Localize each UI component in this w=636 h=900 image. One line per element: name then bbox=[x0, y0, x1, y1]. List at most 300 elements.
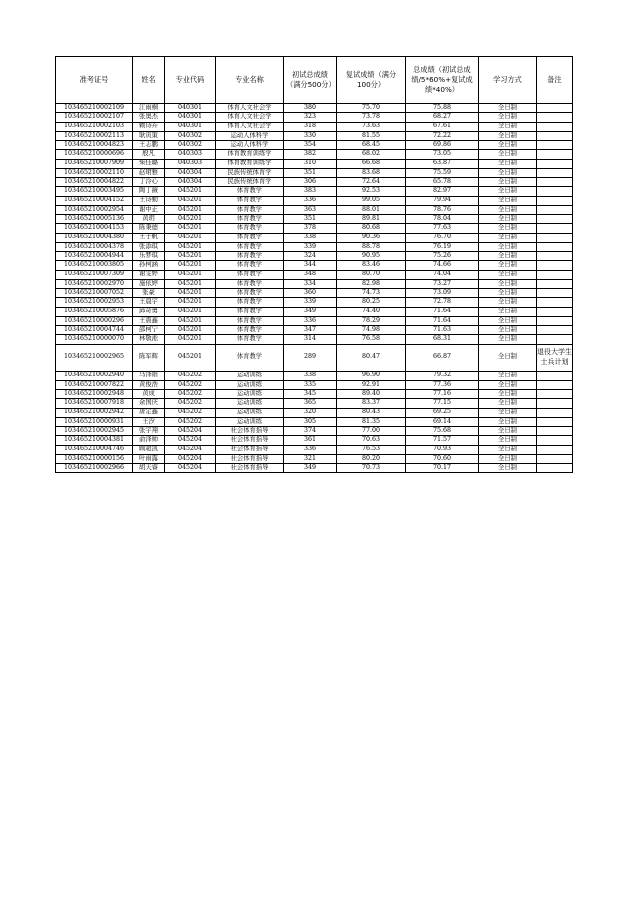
cell-total-score: 63.87 bbox=[406, 159, 479, 168]
cell-name: 叶雨露 bbox=[133, 454, 165, 463]
cell-major-name: 体育教学 bbox=[216, 298, 284, 307]
cell-major-code: 045201 bbox=[165, 344, 216, 371]
cell-note bbox=[537, 399, 573, 408]
table-row bbox=[56, 427, 573, 436]
cell-exam-id: 103465210007822 bbox=[56, 380, 133, 389]
cell-note bbox=[537, 252, 573, 261]
table-row bbox=[56, 326, 573, 335]
cell-total-score: 77.16 bbox=[406, 390, 479, 399]
table-row bbox=[56, 261, 573, 270]
cell-total-score: 78.76 bbox=[406, 205, 479, 214]
cell-major-name: 民族传统体育学 bbox=[216, 178, 284, 187]
cell-major-name: 体育教学 bbox=[216, 224, 284, 233]
cell-retest-score: 92.91 bbox=[337, 380, 406, 389]
cell-note bbox=[537, 316, 573, 325]
cell-major-code: 045201 bbox=[165, 307, 216, 316]
cell-study-mode: 全日制 bbox=[479, 196, 537, 205]
cell-study-mode: 全日制 bbox=[479, 252, 537, 261]
cell-exam-id: 103465210002965 bbox=[56, 344, 133, 371]
cell-major-name: 运动训练 bbox=[216, 408, 284, 417]
cell-note: 退役大学生士兵计划 bbox=[537, 344, 573, 371]
cell-study-mode: 全日制 bbox=[479, 445, 537, 454]
cell-study-mode: 全日制 bbox=[479, 131, 537, 140]
cell-retest-score: 74.73 bbox=[337, 289, 406, 298]
cell-prelim-score: 382 bbox=[284, 150, 337, 159]
cell-prelim-score: 336 bbox=[284, 196, 337, 205]
table-row bbox=[56, 344, 573, 371]
cell-exam-id: 103465210003495 bbox=[56, 187, 133, 196]
cell-prelim-score: 338 bbox=[284, 233, 337, 242]
table-row bbox=[56, 445, 573, 454]
cell-major-name: 运动人体科学 bbox=[216, 141, 284, 150]
cell-major-name: 运动训练 bbox=[216, 390, 284, 399]
cell-total-score: 65.78 bbox=[406, 178, 479, 187]
cell-note bbox=[537, 464, 573, 473]
cell-note bbox=[537, 335, 573, 344]
cell-major-code: 045201 bbox=[165, 335, 216, 344]
cell-name: 马泽锴 bbox=[133, 371, 165, 380]
table-row bbox=[56, 454, 573, 463]
cell-exam-id: 103465210005136 bbox=[56, 215, 133, 224]
header-total-score: 总成绩（初试总成绩/5*60%+复试成绩*40%） bbox=[406, 57, 479, 104]
cell-exam-id: 103465210004744 bbox=[56, 326, 133, 335]
cell-retest-score: 88.78 bbox=[337, 242, 406, 251]
cell-name: 谢雯婷 bbox=[133, 270, 165, 279]
cell-prelim-score: 321 bbox=[284, 454, 337, 463]
cell-exam-id: 103465210004823 bbox=[56, 141, 133, 150]
cell-name: 陈秉德 bbox=[133, 224, 165, 233]
cell-total-score: 77.15 bbox=[406, 399, 479, 408]
cell-prelim-score: 351 bbox=[284, 215, 337, 224]
cell-major-name: 体育教学 bbox=[216, 252, 284, 261]
cell-name: 陶丁薇 bbox=[133, 187, 165, 196]
cell-prelim-score: 361 bbox=[284, 436, 337, 445]
cell-study-mode: 全日制 bbox=[479, 168, 537, 177]
cell-major-code: 045202 bbox=[165, 390, 216, 399]
cell-note bbox=[537, 141, 573, 150]
cell-major-code: 040303 bbox=[165, 150, 216, 159]
table-row bbox=[56, 279, 573, 288]
cell-study-mode: 全日制 bbox=[479, 408, 537, 417]
cell-prelim-score: 339 bbox=[284, 298, 337, 307]
cell-study-mode: 全日制 bbox=[479, 326, 537, 335]
cell-major-name: 体育教学 bbox=[216, 261, 284, 270]
table-row bbox=[56, 178, 573, 187]
cell-major-code: 045201 bbox=[165, 224, 216, 233]
cell-major-name: 体育教学 bbox=[216, 316, 284, 325]
cell-prelim-score: 324 bbox=[284, 252, 337, 261]
table-row bbox=[56, 408, 573, 417]
cell-total-score: 71.63 bbox=[406, 326, 479, 335]
table-row bbox=[56, 215, 573, 224]
cell-note bbox=[537, 408, 573, 417]
cell-exam-id: 103465210004380 bbox=[56, 233, 133, 242]
cell-note bbox=[537, 233, 573, 242]
cell-major-name: 体育教学 bbox=[216, 215, 284, 224]
cell-retest-score: 75.70 bbox=[337, 104, 406, 113]
cell-study-mode: 全日制 bbox=[479, 316, 537, 325]
cell-exam-id: 103465210002970 bbox=[56, 279, 133, 288]
cell-major-name: 体育教学 bbox=[216, 205, 284, 214]
cell-name: 耿寅策 bbox=[133, 131, 165, 140]
cell-exam-id: 103465210004153 bbox=[56, 224, 133, 233]
cell-exam-id: 103465210000696 bbox=[56, 150, 133, 159]
cell-exam-id: 103465210004822 bbox=[56, 178, 133, 187]
cell-study-mode: 全日制 bbox=[479, 390, 537, 399]
header-note: 备注 bbox=[537, 57, 573, 104]
cell-retest-score: 83.68 bbox=[337, 168, 406, 177]
cell-name: 俞泽帅 bbox=[133, 436, 165, 445]
cell-major-name: 体育教学 bbox=[216, 344, 284, 371]
cell-total-score: 79.94 bbox=[406, 196, 479, 205]
cell-study-mode: 全日制 bbox=[479, 150, 537, 159]
cell-major-name: 体育教学 bbox=[216, 335, 284, 344]
cell-prelim-score: 378 bbox=[284, 224, 337, 233]
cell-name: 赖诗卉 bbox=[133, 122, 165, 131]
table-row bbox=[56, 224, 573, 233]
cell-note bbox=[537, 270, 573, 279]
table-row bbox=[56, 141, 573, 150]
cell-note bbox=[537, 150, 573, 159]
table-row bbox=[56, 417, 573, 426]
cell-major-code: 045202 bbox=[165, 408, 216, 417]
cell-study-mode: 全日制 bbox=[479, 242, 537, 251]
cell-study-mode: 全日制 bbox=[479, 104, 537, 113]
cell-study-mode: 全日制 bbox=[479, 298, 537, 307]
cell-name: 林敬淞 bbox=[133, 335, 165, 344]
table-row bbox=[56, 187, 573, 196]
table-row bbox=[56, 464, 573, 473]
cell-retest-score: 80.43 bbox=[337, 408, 406, 417]
cell-major-name: 体育教育训练学 bbox=[216, 150, 284, 159]
cell-exam-id: 103465210004746 bbox=[56, 445, 133, 454]
cell-note bbox=[537, 205, 573, 214]
score-table bbox=[55, 56, 573, 473]
cell-major-code: 045201 bbox=[165, 252, 216, 261]
cell-major-code: 045201 bbox=[165, 215, 216, 224]
cell-retest-score: 77.00 bbox=[337, 427, 406, 436]
cell-study-mode: 全日制 bbox=[479, 215, 537, 224]
cell-exam-id: 103465210002940 bbox=[56, 371, 133, 380]
cell-total-score: 72.22 bbox=[406, 131, 479, 140]
cell-prelim-score: 339 bbox=[284, 242, 337, 251]
cell-exam-id: 103465210003805 bbox=[56, 261, 133, 270]
cell-study-mode: 全日制 bbox=[479, 307, 537, 316]
cell-exam-id: 103465210002103 bbox=[56, 122, 133, 131]
cell-total-score: 79.32 bbox=[406, 371, 479, 380]
cell-major-name: 运动训练 bbox=[216, 417, 284, 426]
cell-study-mode: 全日制 bbox=[479, 122, 537, 131]
cell-exam-id: 103465210007909 bbox=[56, 159, 133, 168]
cell-name: 唐定鑫 bbox=[133, 408, 165, 417]
cell-major-name: 运动训练 bbox=[216, 399, 284, 408]
cell-retest-score: 80.25 bbox=[337, 298, 406, 307]
table-row bbox=[56, 289, 573, 298]
cell-name: 王诗勤 bbox=[133, 196, 165, 205]
cell-name: 孙柯涵 bbox=[133, 261, 165, 270]
cell-major-name: 社会体育指导 bbox=[216, 427, 284, 436]
cell-retest-score: 80.20 bbox=[337, 454, 406, 463]
cell-exam-id: 103465210002954 bbox=[56, 205, 133, 214]
cell-total-score: 77.36 bbox=[406, 380, 479, 389]
cell-total-score: 75.59 bbox=[406, 168, 479, 177]
cell-prelim-score: 345 bbox=[284, 390, 337, 399]
cell-major-code: 045201 bbox=[165, 316, 216, 325]
cell-study-mode: 全日制 bbox=[479, 335, 537, 344]
cell-major-code: 045204 bbox=[165, 464, 216, 473]
cell-major-code: 045201 bbox=[165, 279, 216, 288]
cell-name: 黄玥 bbox=[133, 215, 165, 224]
cell-study-mode: 全日制 bbox=[479, 417, 537, 426]
cell-prelim-score: 330 bbox=[284, 131, 337, 140]
cell-major-code: 045201 bbox=[165, 289, 216, 298]
cell-prelim-score: 338 bbox=[284, 371, 337, 380]
cell-name: 丁泠心 bbox=[133, 178, 165, 187]
cell-retest-score: 90.95 bbox=[337, 252, 406, 261]
cell-major-name: 运动训练 bbox=[216, 380, 284, 389]
cell-exam-id: 103465210007918 bbox=[56, 399, 133, 408]
cell-retest-score: 99.05 bbox=[337, 196, 406, 205]
cell-major-code: 045201 bbox=[165, 196, 216, 205]
cell-retest-score: 88.01 bbox=[337, 205, 406, 214]
cell-name: 施依婷 bbox=[133, 279, 165, 288]
table-row bbox=[56, 298, 573, 307]
cell-major-name: 体育教学 bbox=[216, 187, 284, 196]
header-name: 姓名 bbox=[133, 57, 165, 104]
cell-exam-id: 103465210002110 bbox=[56, 168, 133, 177]
cell-exam-id: 103465210004381 bbox=[56, 436, 133, 445]
cell-exam-id: 103465210000156 bbox=[56, 454, 133, 463]
cell-retest-score: 89.81 bbox=[337, 215, 406, 224]
cell-total-score: 71.64 bbox=[406, 316, 479, 325]
cell-total-score: 70.93 bbox=[406, 445, 479, 454]
header-major-name: 专业名称 bbox=[216, 57, 284, 104]
cell-major-code: 045204 bbox=[165, 427, 216, 436]
cell-total-score: 71.64 bbox=[406, 307, 479, 316]
cell-study-mode: 全日制 bbox=[479, 113, 537, 122]
cell-note bbox=[537, 380, 573, 389]
table-row bbox=[56, 371, 573, 380]
cell-name: 王震鑫 bbox=[133, 316, 165, 325]
cell-major-name: 体育教学 bbox=[216, 242, 284, 251]
cell-note bbox=[537, 159, 573, 168]
cell-note bbox=[537, 289, 573, 298]
cell-retest-score: 73.78 bbox=[337, 113, 406, 122]
table-row bbox=[56, 252, 573, 261]
table-row bbox=[56, 159, 573, 168]
cell-name: 顾超凯 bbox=[133, 445, 165, 454]
cell-exam-id: 103465210002966 bbox=[56, 464, 133, 473]
cell-retest-score: 82.98 bbox=[337, 279, 406, 288]
cell-exam-id: 103465210002107 bbox=[56, 113, 133, 122]
cell-major-name: 体育人文社会学 bbox=[216, 122, 284, 131]
cell-exam-id: 103465210002942 bbox=[56, 408, 133, 417]
cell-name: 邵柯宁 bbox=[133, 326, 165, 335]
cell-note bbox=[537, 178, 573, 187]
cell-prelim-score: 318 bbox=[284, 122, 337, 131]
cell-name: 张豪 bbox=[133, 289, 165, 298]
cell-total-score: 71.57 bbox=[406, 436, 479, 445]
cell-major-code: 040302 bbox=[165, 141, 216, 150]
cell-note bbox=[537, 454, 573, 463]
cell-prelim-score: 383 bbox=[284, 187, 337, 196]
cell-total-score: 75.88 bbox=[406, 104, 479, 113]
cell-name: 柴佳璐 bbox=[133, 159, 165, 168]
cell-study-mode: 全日制 bbox=[479, 427, 537, 436]
cell-major-code: 045204 bbox=[165, 436, 216, 445]
table-row bbox=[56, 205, 573, 214]
cell-study-mode: 全日制 bbox=[479, 205, 537, 214]
cell-major-code: 045204 bbox=[165, 445, 216, 454]
cell-retest-score: 80.70 bbox=[337, 270, 406, 279]
header-study-mode: 学习方式 bbox=[479, 57, 537, 104]
cell-major-name: 体育教育训练学 bbox=[216, 159, 284, 168]
cell-retest-score: 81.55 bbox=[337, 131, 406, 140]
table-row bbox=[56, 233, 573, 242]
cell-prelim-score: 349 bbox=[284, 464, 337, 473]
cell-major-name: 社会体育指导 bbox=[216, 454, 284, 463]
cell-retest-score: 76.53 bbox=[337, 445, 406, 454]
cell-name: 殷凡 bbox=[133, 150, 165, 159]
cell-total-score: 69.86 bbox=[406, 141, 479, 150]
cell-total-score: 67.61 bbox=[406, 122, 479, 131]
cell-major-name: 社会体育指导 bbox=[216, 464, 284, 473]
cell-note bbox=[537, 436, 573, 445]
cell-note bbox=[537, 168, 573, 177]
table-row bbox=[56, 307, 573, 316]
cell-name: 陈军辉 bbox=[133, 344, 165, 371]
cell-exam-id: 103465210007052 bbox=[56, 289, 133, 298]
cell-study-mode: 全日制 bbox=[479, 380, 537, 389]
cell-name: 胡天睿 bbox=[133, 464, 165, 473]
cell-exam-id: 103465210004944 bbox=[56, 252, 133, 261]
cell-retest-score: 78.29 bbox=[337, 316, 406, 325]
cell-major-name: 体育人文社会学 bbox=[216, 104, 284, 113]
cell-study-mode: 全日制 bbox=[479, 289, 537, 298]
cell-retest-score: 70.63 bbox=[337, 436, 406, 445]
table-body bbox=[56, 104, 573, 473]
cell-retest-score: 74.40 bbox=[337, 307, 406, 316]
table-row bbox=[56, 242, 573, 251]
cell-major-name: 体育教学 bbox=[216, 196, 284, 205]
cell-prelim-score: 349 bbox=[284, 307, 337, 316]
cell-note bbox=[537, 326, 573, 335]
cell-total-score: 76.19 bbox=[406, 242, 479, 251]
cell-major-code: 040303 bbox=[165, 159, 216, 168]
cell-retest-score: 66.68 bbox=[337, 159, 406, 168]
cell-total-score: 76.70 bbox=[406, 233, 479, 242]
cell-total-score: 68.31 bbox=[406, 335, 479, 344]
cell-name: 黄成 bbox=[133, 390, 165, 399]
cell-total-score: 69.25 bbox=[406, 408, 479, 417]
cell-note bbox=[537, 261, 573, 270]
cell-prelim-score: 306 bbox=[284, 178, 337, 187]
cell-note bbox=[537, 417, 573, 426]
cell-major-code: 045201 bbox=[165, 298, 216, 307]
cell-major-code: 040301 bbox=[165, 113, 216, 122]
cell-prelim-score: 305 bbox=[284, 417, 337, 426]
cell-name: 王志鹏 bbox=[133, 141, 165, 150]
cell-name: 王晨宇 bbox=[133, 298, 165, 307]
cell-major-name: 社会体育指导 bbox=[216, 445, 284, 454]
cell-note bbox=[537, 371, 573, 380]
cell-major-code: 045202 bbox=[165, 371, 216, 380]
header-major-code: 专业代码 bbox=[165, 57, 216, 104]
cell-major-code: 045201 bbox=[165, 205, 216, 214]
table-row bbox=[56, 390, 573, 399]
cell-prelim-score: 347 bbox=[284, 326, 337, 335]
cell-total-score: 75.68 bbox=[406, 427, 479, 436]
cell-exam-id: 103465210000070 bbox=[56, 335, 133, 344]
cell-retest-score: 90.36 bbox=[337, 233, 406, 242]
table-header-row bbox=[56, 57, 573, 104]
cell-exam-id: 103465210004378 bbox=[56, 242, 133, 251]
cell-exam-id: 103465210007309 bbox=[56, 270, 133, 279]
cell-total-score: 68.27 bbox=[406, 113, 479, 122]
cell-study-mode: 全日制 bbox=[479, 279, 537, 288]
cell-total-score: 70.17 bbox=[406, 464, 479, 473]
cell-prelim-score: 334 bbox=[284, 279, 337, 288]
cell-study-mode: 全日制 bbox=[479, 141, 537, 150]
cell-total-score: 73.09 bbox=[406, 289, 479, 298]
cell-prelim-score: 348 bbox=[284, 270, 337, 279]
cell-exam-id: 103465210002953 bbox=[56, 298, 133, 307]
cell-major-code: 045202 bbox=[165, 399, 216, 408]
cell-exam-id: 103465210002948 bbox=[56, 390, 133, 399]
cell-study-mode: 全日制 bbox=[479, 270, 537, 279]
cell-major-name: 体育人文社会学 bbox=[216, 113, 284, 122]
cell-exam-id: 103465210000296 bbox=[56, 316, 133, 325]
cell-retest-score: 72.64 bbox=[337, 178, 406, 187]
cell-major-code: 040301 bbox=[165, 104, 216, 113]
cell-note bbox=[537, 215, 573, 224]
cell-major-code: 040304 bbox=[165, 178, 216, 187]
cell-note bbox=[537, 445, 573, 454]
cell-note bbox=[537, 307, 573, 316]
cell-total-score: 73.27 bbox=[406, 279, 479, 288]
cell-major-code: 045202 bbox=[165, 380, 216, 389]
table-row bbox=[56, 335, 573, 344]
cell-study-mode: 全日制 bbox=[479, 261, 537, 270]
cell-note bbox=[537, 390, 573, 399]
cell-prelim-score: 363 bbox=[284, 205, 337, 214]
cell-prelim-score: 336 bbox=[284, 445, 337, 454]
cell-retest-score: 92.53 bbox=[337, 187, 406, 196]
table-row bbox=[56, 168, 573, 177]
cell-name: 余国庆 bbox=[133, 399, 165, 408]
table-row bbox=[56, 113, 573, 122]
cell-retest-score: 89.40 bbox=[337, 390, 406, 399]
cell-major-code: 045201 bbox=[165, 261, 216, 270]
cell-retest-score: 68.02 bbox=[337, 150, 406, 159]
cell-name: 谢中正 bbox=[133, 205, 165, 214]
cell-note bbox=[537, 427, 573, 436]
cell-retest-score: 80.68 bbox=[337, 224, 406, 233]
cell-major-code: 045204 bbox=[165, 454, 216, 463]
cell-total-score: 77.63 bbox=[406, 224, 479, 233]
cell-exam-id: 103465210000931 bbox=[56, 417, 133, 426]
cell-total-score: 73.05 bbox=[406, 150, 479, 159]
cell-total-score: 72.78 bbox=[406, 298, 479, 307]
cell-note bbox=[537, 196, 573, 205]
cell-exam-id: 103465210002945 bbox=[56, 427, 133, 436]
cell-exam-id: 103465210002113 bbox=[56, 131, 133, 140]
cell-major-name: 民族传统体育学 bbox=[216, 168, 284, 177]
table-row bbox=[56, 436, 573, 445]
cell-retest-score: 76.58 bbox=[337, 335, 406, 344]
cell-prelim-score: 354 bbox=[284, 141, 337, 150]
cell-major-code: 045201 bbox=[165, 270, 216, 279]
